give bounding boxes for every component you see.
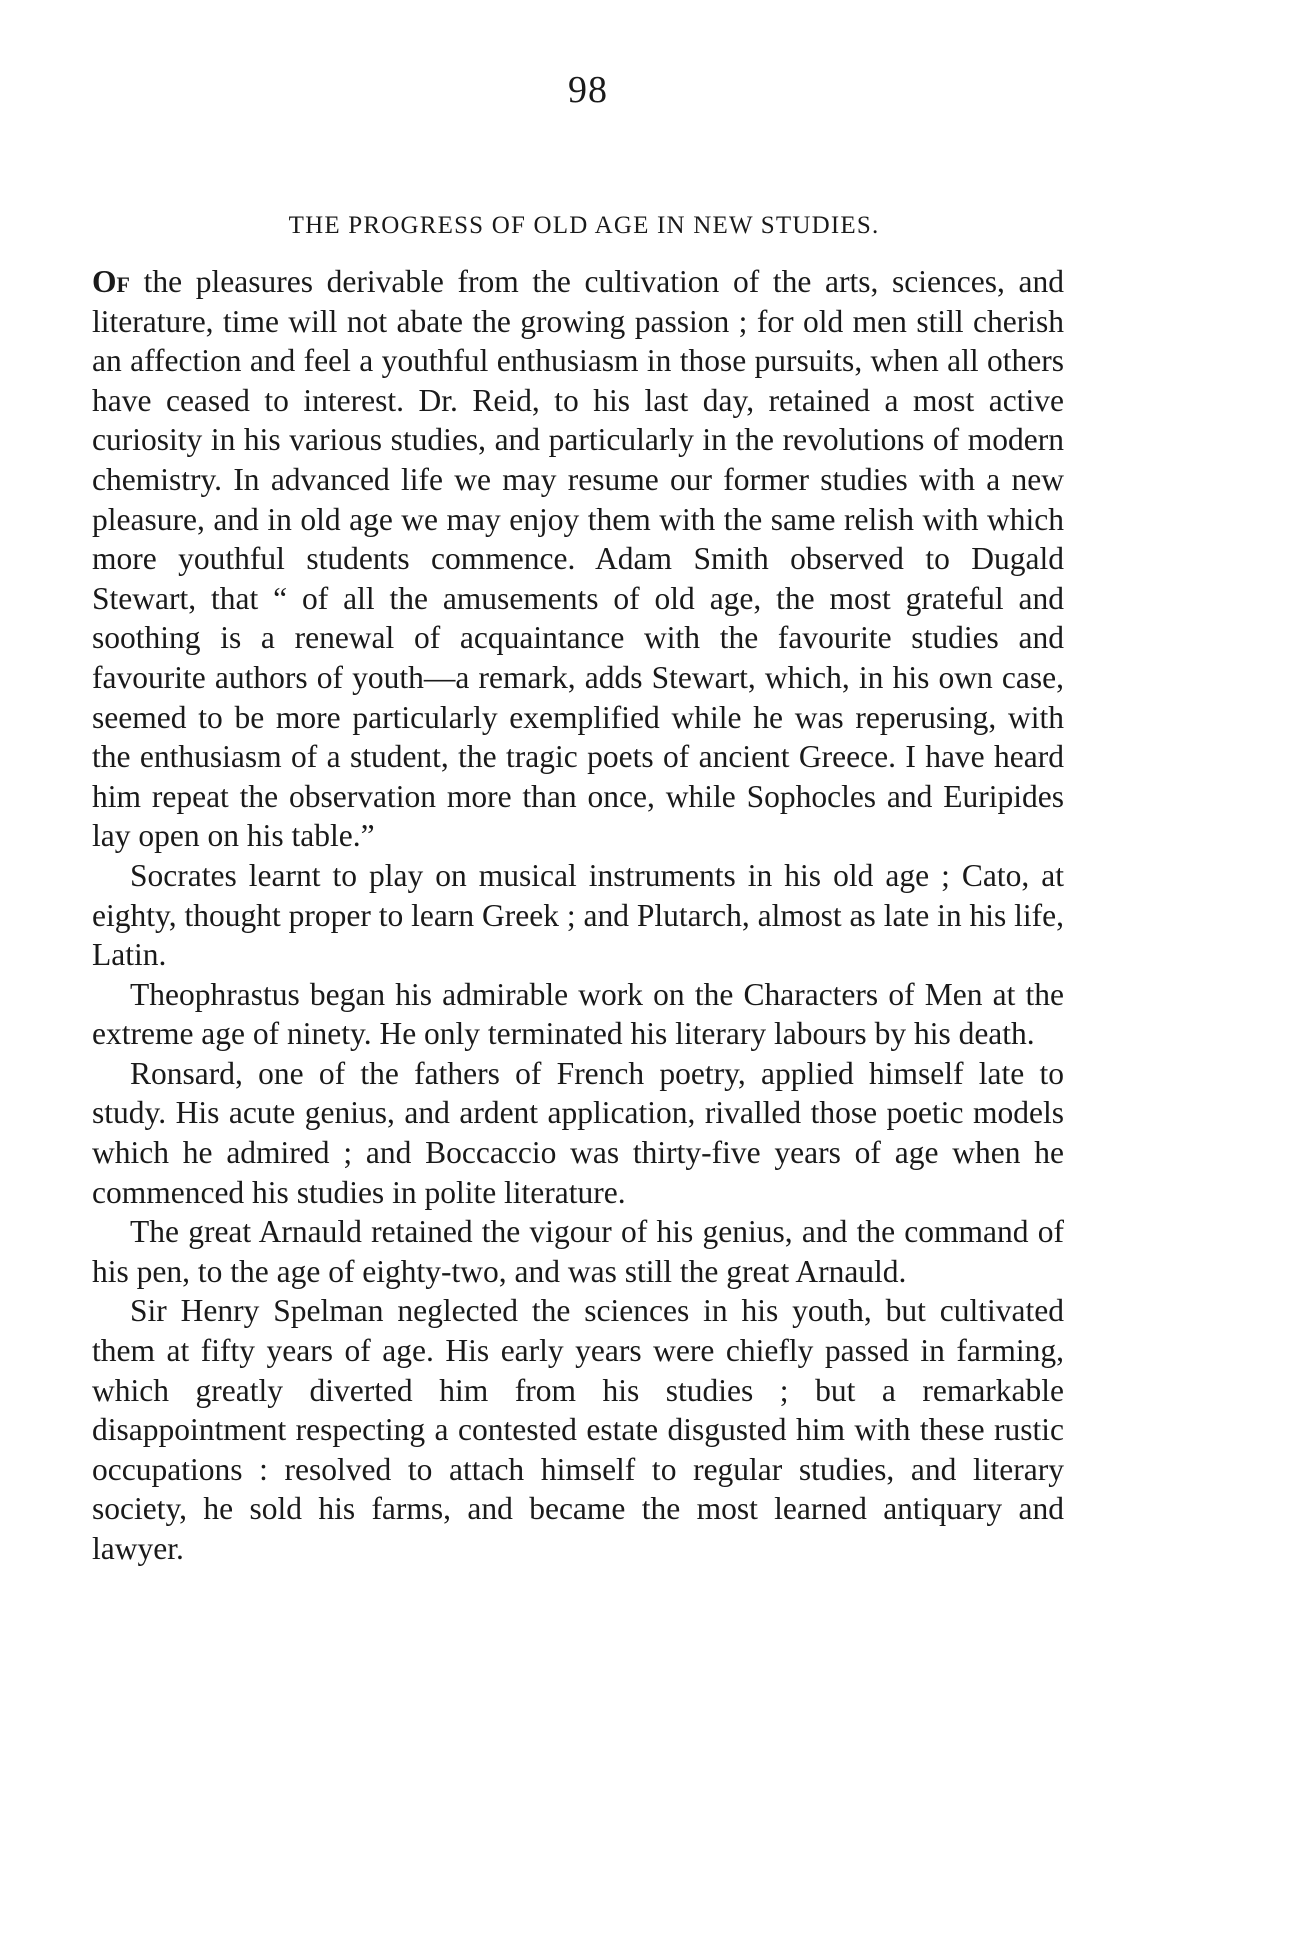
paragraph-1 — [92, 262, 1064, 856]
paragraph-4: Ronsard, one of the fathers of French poetry, applied himself late to study. His acute genius, and ardent application, rivalled those poetic models which he admired ; and Boccaccio was thirty-five years of age when he commenced his studies in polite literature. — [92, 1055, 1064, 1210]
paragraph-6: Sir Henry Spelman neglected the sciences in his youth, but cultivated them at fifty years of age. His early years were chiefly passed in farming, which greatly diverted him from his studies ; but a remarkable disappointment respecting a contested estate disgusted him with these rustic occupations : resolved to attach himself to regular studies, and literary society, he sold his farms, and became the most learned antiquary and lawyer. — [92, 1293, 1064, 1566]
body-text — [92, 262, 1064, 1569]
page-number: 98 — [568, 69, 608, 111]
chapter-title: THE PROGRESS OF OLD AGE IN NEW STUDIES. — [288, 212, 880, 239]
paragraph-3: Theophrastus began his admirable work on the Characters of Men at the extreme age of ninety. He only terminated his literary labours by his death. — [92, 976, 1064, 1052]
paragraph-2: Socrates learnt to play on musical instruments in his old age ; Cato, at eighty, thought proper to learn Greek ; and Plutarch, almost as late in his life, Latin. — [92, 857, 1064, 973]
paragraph-text: the pleasures derivable from the cultivation of the arts, sciences, and literature, time will not abate the growing passion ; for old men still cherish an affection and feel a youthful enthusiasm in those pursuits, when all others have ceased to interest. Dr. Reid, to his last day, retained a most active curiosity in his various studies, and particularly in the revolutions of modern chemistry. In advanced life we may resume our former studies with a new pleasure, and in old age we may enjoy them with the same relish with which more youthful students commence. Adam Smith observed to Dugald Stewart, that “ of all the amusements of old age, the most grateful and soothing is a renewal of acquaintance with the favourite studies and favourite authors of youth—a remark, adds Stewart, which, in his own case, seemed to be more particularly exemplified while he was reperusing, with the enthusiasm of a student, the tragic poets of ancient Greece. I have heard him repeat the observation more than once, while Sophocles and Euripides lay open on his table.” — [92, 264, 1064, 854]
paragraph-lead-word: Of — [92, 264, 130, 299]
paragraph-5: The great Arnauld retained the vigour of his genius, and the command of his pen, to the age of eighty-two, and was still the great Arnauld. — [92, 1214, 1064, 1289]
